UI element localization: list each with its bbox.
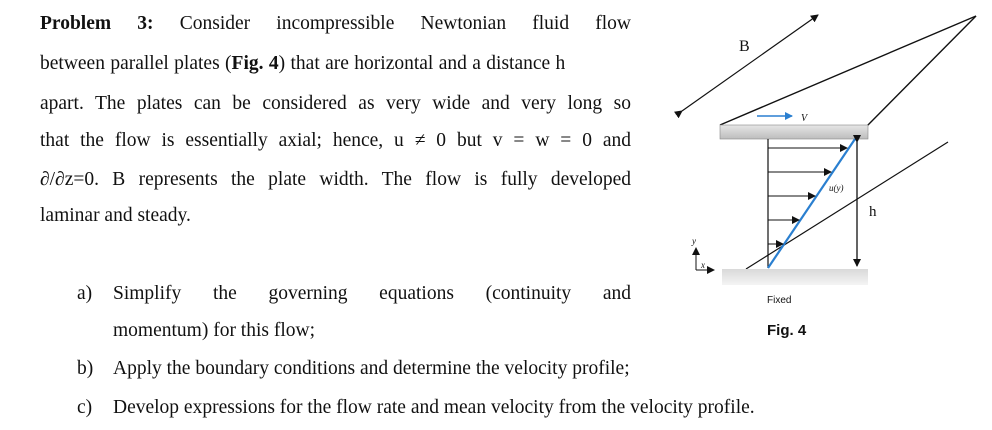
label-fixed: Fixed	[767, 295, 792, 306]
problem-line-5: ∂/∂z=0. B represents the plate width. The flow is fully developed	[40, 169, 631, 190]
label-h: h	[869, 204, 877, 220]
plate-bottom-side-edge	[746, 142, 948, 269]
moving-plate	[720, 125, 868, 139]
problem-text-1: Consider incompressible Newtonian fluid flow	[179, 13, 631, 34]
problem-heading: Problem 3:	[40, 13, 154, 34]
task-a-marker: a)	[77, 283, 93, 304]
task-b-marker: b)	[77, 358, 94, 379]
problem-text-2b: ) that are horizontal and a distance h	[278, 53, 566, 74]
task-c-marker: c)	[77, 397, 93, 418]
plate-top-right-edge	[866, 16, 976, 127]
velocity-profile-line	[768, 139, 855, 268]
problem-text-2a: between parallel plates (	[40, 53, 232, 74]
fixed-plate	[722, 269, 868, 285]
problem-line-3: apart. The plates can be considered as very wide and very long so	[40, 93, 631, 114]
task-a-line-2: momentum) for this flow;	[113, 320, 316, 341]
label-B: B	[739, 38, 750, 55]
label-u: u(y)	[829, 183, 844, 193]
task-b-line-1: Apply the boundary conditions and determine the velocity profile;	[113, 358, 630, 379]
label-y: y	[692, 236, 696, 246]
problem-line-4: that the flow is essentially axial; hence, u ≠ 0 but v = w = 0 and	[40, 130, 631, 151]
plate-top-back-edge	[720, 16, 976, 125]
task-a-line-1: Simplify the governing equations (continuity and	[113, 283, 631, 304]
fig-reference: Fig. 4	[231, 53, 279, 74]
task-c-line-1: Develop expressions for the flow rate and mean velocity from the velocity profile.	[113, 397, 755, 418]
problem-line-6: laminar and steady.	[40, 205, 191, 226]
width-dimension-arrow	[682, 15, 818, 111]
figure-caption: Fig. 4	[767, 322, 807, 339]
label-V: V	[801, 113, 808, 124]
label-x: x	[701, 260, 705, 270]
